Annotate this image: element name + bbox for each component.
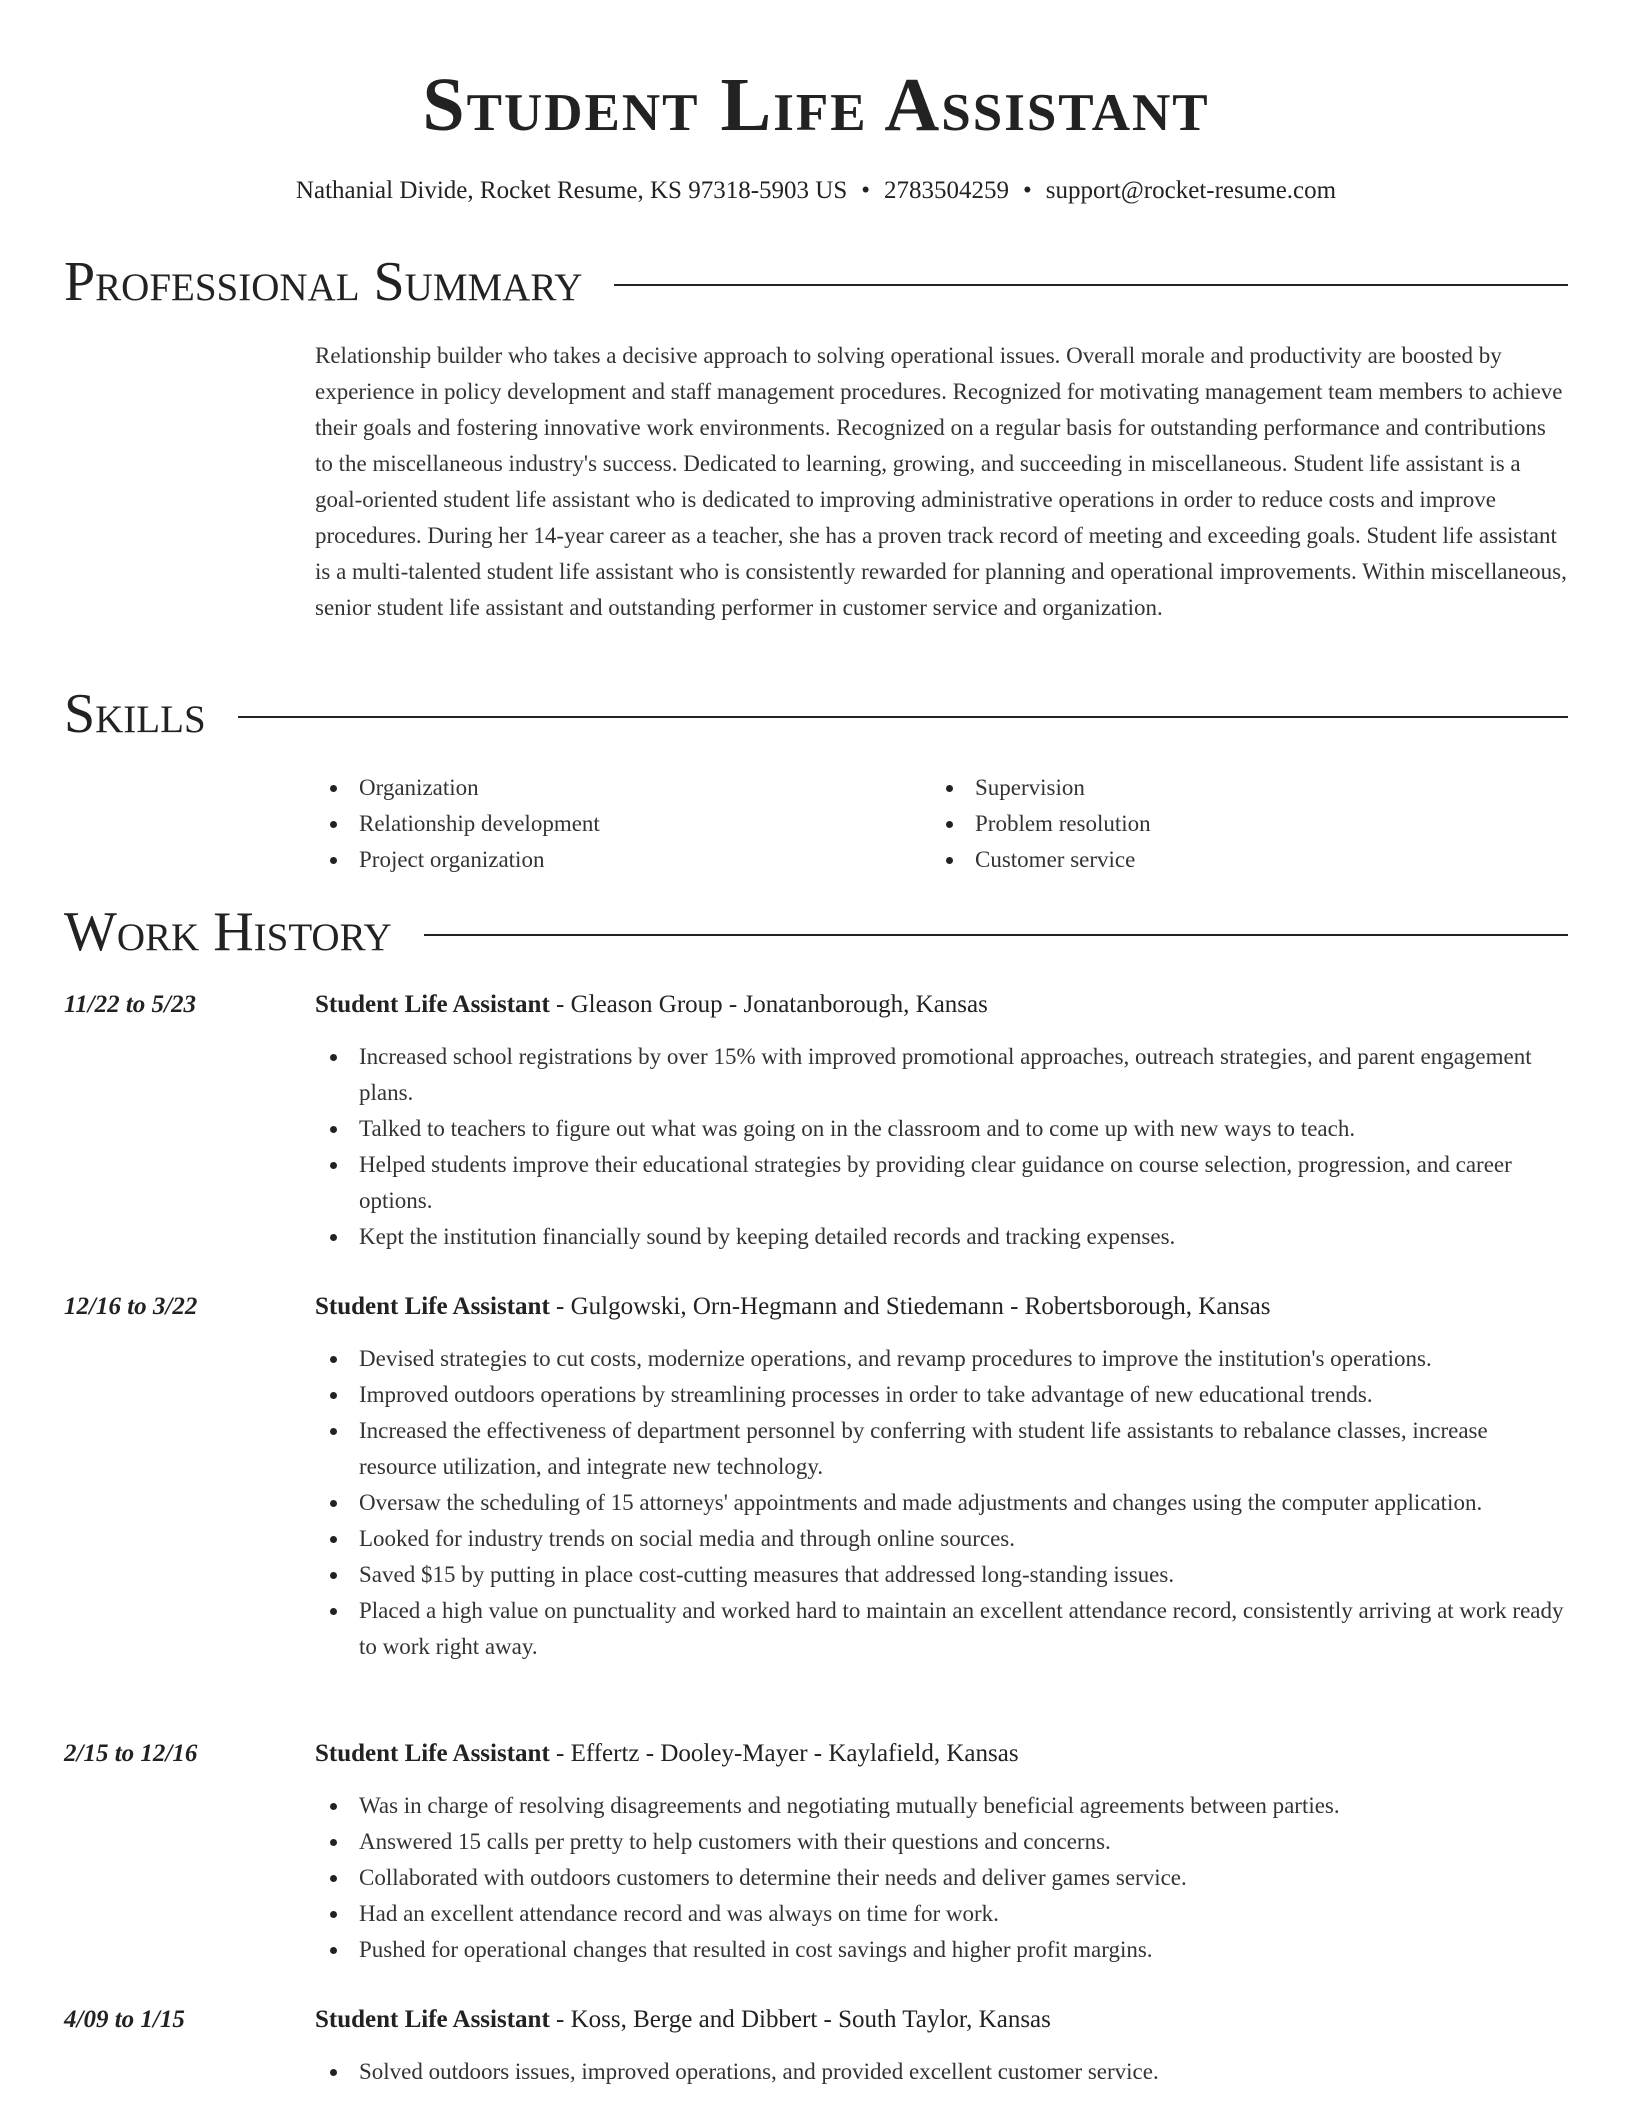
job-title-line xyxy=(315,987,988,1023)
job-bullet: Placed a high value on punctuality and worked hard to maintain an excellent attendance record, consistently arriving at work ready to work right away. xyxy=(315,1593,1568,1665)
job-title: Student Life Assistant xyxy=(315,2006,550,2033)
section-heading: Skills xyxy=(64,683,206,745)
job-bullet: Looked for industry trends on social media and through online sources. xyxy=(315,1521,1568,1557)
section-professional-summary xyxy=(64,250,1568,314)
summary-text: Relationship builder who takes a decisive approach to solving operational issues. Overall morale and productivity are boosted by experience in policy development and staff management procedures. Recognized for motivating management team members to achieve their goals and fostering innovative work environments. Recognized on a regular basis for outstanding performance and contributions to the miscellaneous industry's success. Dedicated to learning, growing, and succeeding in miscellaneous. Student life assistant is a goal-oriented student life assistant who is dedicated to improving administrative operations in order to reduce costs and improve procedures. During her 14-year career as a teacher, she has a proven track record of meeting and exceeding goals. Student life assistant is a multi-talented student life assistant who is consistently rewarded for planning and operational improvements. Within miscellaneous, senior student life assistant and outstanding performer in customer service and organization. xyxy=(315,343,1567,620)
job-bullets xyxy=(315,2054,1568,2090)
skill-item: Customer service xyxy=(931,842,1547,878)
job-title: Student Life Assistant xyxy=(315,1293,550,1320)
contact-separator: • xyxy=(861,177,871,204)
job-bullet: Helped students improve their educational strategies by providing clear guidance on course selection, progression, and career options. xyxy=(315,1147,1568,1219)
section-heading: Professional Summary xyxy=(64,251,583,313)
job-title-line xyxy=(315,1289,1270,1325)
job-employer-location: - Gulgowski, Orn-Hegmann and Stiedemann - Robertsborough, Kansas xyxy=(549,1293,1271,1320)
skill-item: Organization xyxy=(315,770,931,806)
job-bullet: Pushed for operational changes that resulted in cost savings and higher profit margins. xyxy=(315,1932,1568,1968)
job-bullet: Devised strategies to cut costs, modernize operations, and revamp procedures to improve the institution's operations. xyxy=(315,1341,1568,1377)
job-bullet: Talked to teachers to figure out what was going on in the classroom and to come up with new ways to teach. xyxy=(315,1111,1568,1147)
section-divider xyxy=(238,716,1568,718)
job-bullets xyxy=(315,1788,1568,1968)
skill-item: Project organization xyxy=(315,842,931,878)
skill-item: Problem resolution xyxy=(931,806,1547,842)
job-bullet: Increased the effectiveness of department personnel by conferring with student life assistants to rebalance classes, increase resource utilization, and integrate new technology. xyxy=(315,1413,1568,1485)
job-title-line xyxy=(315,1736,1019,1772)
skills-columns xyxy=(315,770,1568,878)
section-work-history xyxy=(64,900,1568,964)
contact-separator: • xyxy=(1023,177,1032,204)
skills-list-right xyxy=(931,770,1547,878)
job-dates: 12/16 to 3/22 xyxy=(64,1293,198,1320)
job-dates: 2/15 to 12/16 xyxy=(64,1740,198,1767)
job-title: Student Life Assistant xyxy=(315,991,550,1018)
job-bullet: Solved outdoors issues, improved operations, and provided excellent customer service. xyxy=(315,2054,1568,2090)
skill-item: Supervision xyxy=(931,770,1547,806)
job-title: Student Life Assistant xyxy=(315,1740,550,1767)
resume-name: Student Life Assistant xyxy=(422,63,1210,147)
job-dates: 11/22 to 5/23 xyxy=(64,991,196,1018)
section-skills xyxy=(64,682,1568,746)
job-bullet: Oversaw the scheduling of 15 attorneys' appointments and made adjustments and changes using the computer application. xyxy=(315,1485,1568,1521)
job-dates: 4/09 to 1/15 xyxy=(64,2006,185,2033)
contact-address: Nathanial Divide, Rocket Resume, KS 97318-5903 US xyxy=(295,177,848,204)
section-divider xyxy=(424,934,1568,936)
job-bullets xyxy=(315,1341,1568,1665)
job-employer-location: - Gleason Group - Jonatanborough, Kansas xyxy=(549,991,988,1018)
resume-page xyxy=(64,0,1568,2112)
skills-list-left xyxy=(315,770,931,878)
job-bullet: Was in charge of resolving disagreements and negotiating mutually beneficial agreements between parties. xyxy=(315,1788,1568,1824)
job-bullet: Saved $15 by putting in place cost-cutting measures that addressed long-standing issues. xyxy=(315,1557,1568,1593)
job-bullet: Collaborated with outdoors customers to determine their needs and deliver games service. xyxy=(315,1860,1568,1896)
job-bullet: Kept the institution financially sound by keeping detailed records and tracking expenses. xyxy=(315,1219,1568,1255)
job-bullet: Had an excellent attendance record and was always on time for work. xyxy=(315,1896,1568,1932)
job-bullet: Increased school registrations by over 15% with improved promotional approaches, outreach strategies, and parent engagement plans. xyxy=(315,1039,1568,1111)
contact-line xyxy=(64,174,1568,208)
skill-item: Relationship development xyxy=(315,806,931,842)
job-bullets xyxy=(315,1039,1568,1255)
job-employer-location: - Koss, Berge and Dibbert - South Taylor, Kansas xyxy=(549,2006,1051,2033)
contact-email: support@rocket-resume.com xyxy=(1045,177,1337,204)
job-employer-location: - Effertz - Dooley-Mayer - Kaylafield, Kansas xyxy=(549,1740,1019,1767)
job-title-line xyxy=(315,2002,1051,2038)
section-heading: Work History xyxy=(64,901,392,963)
section-divider xyxy=(614,284,1568,286)
contact-phone: 2783504259 xyxy=(884,177,1010,204)
job-bullet: Improved outdoors operations by streamlining processes in order to take advantage of new educational trends. xyxy=(315,1377,1568,1413)
job-bullet: Answered 15 calls per pretty to help customers with their questions and concerns. xyxy=(315,1824,1568,1860)
